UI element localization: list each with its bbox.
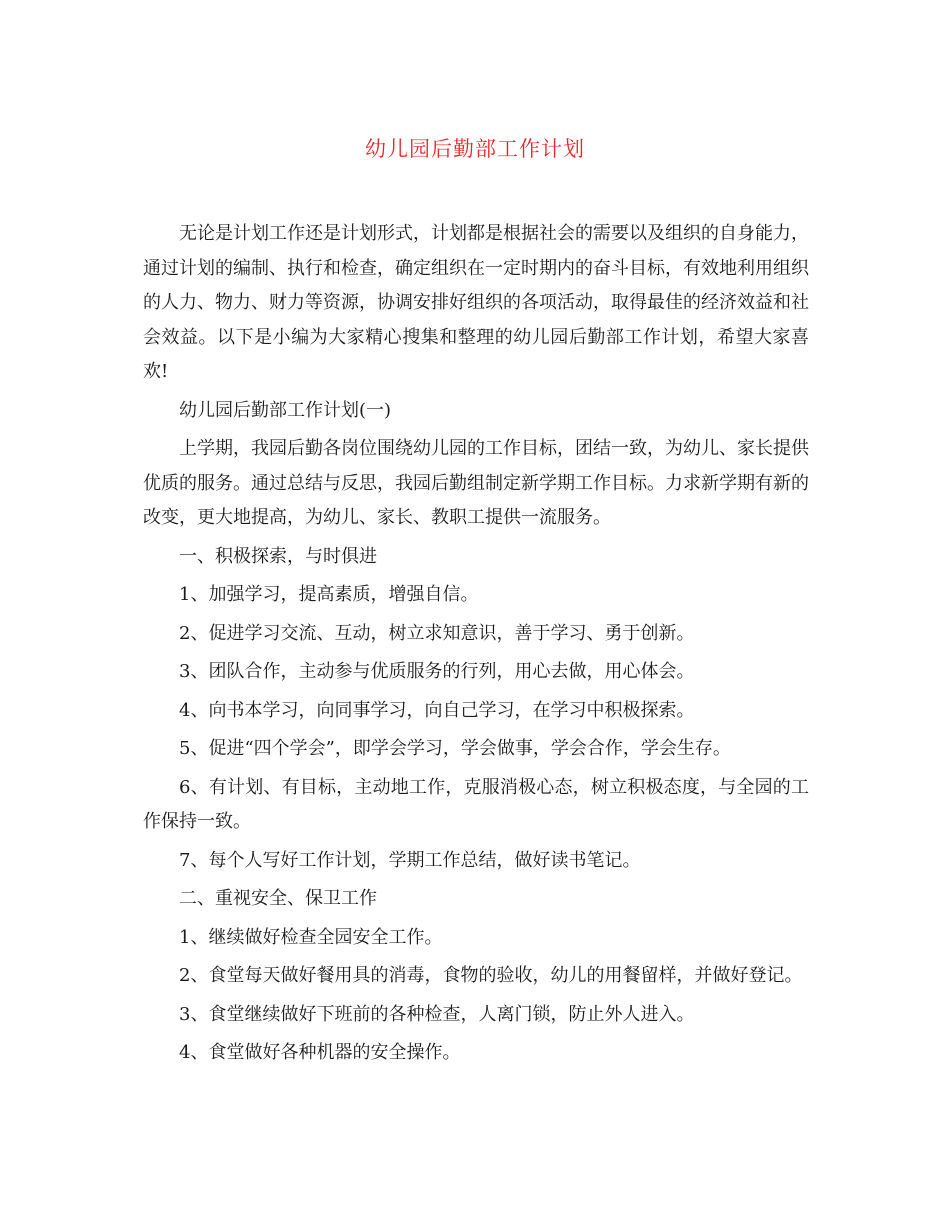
list-item: 3、食堂继续做好下班前的各种检查，人离门锁，防止外人进入。 xyxy=(179,1003,695,1025)
list-item: 7、每个人写好工作计划，学期工作总结，做好读书笔记。 xyxy=(179,849,641,871)
list-item: 1、加强学习，提高素质，增强自信。 xyxy=(179,584,479,605)
list-item: 1、继续做好检查全园安全工作。 xyxy=(179,926,443,948)
section-heading-safety: 二、重视安全、保卫工作 xyxy=(179,888,377,909)
document-body xyxy=(143,217,809,1075)
list-item: 3、团队合作，主动参与优质服务的行列，用心去做，用心体会。 xyxy=(179,661,695,682)
section-heading-plan-1: 幼儿园后勤部工作计划(一) xyxy=(179,399,392,421)
list-item: 4、食堂做好各种机器的安全操作。 xyxy=(179,1042,461,1063)
list-item: 5、促进“四个学会”，即学会学习，学会做事，学会合作，学会生存。 xyxy=(179,738,731,759)
list-item: 2、促进学习交流、互动，树立求知意识，善于学习、勇于创新。 xyxy=(179,622,695,644)
plan-1-summary-paragraph: 上学期，我园后勤各岗位围绕幼儿园的工作目标，团结一致，为幼儿、家长提供优质的服务。通过总结与反思，我园后勤组制定新学期工作目标。力求新学期有新的改变，更大地提高，为幼儿、家长、教职工提供一流服务。 xyxy=(143,438,809,528)
section-heading-explore: 一、积极探索，与时俱进 xyxy=(179,545,377,567)
intro-paragraph: 无论是计划工作还是计划形式，计划都是根据社会的需要以及组织的自身能力，通过计划的编制、执行和检查，确定组织在一定时期内的奋斗目标，有效地利用组织的人力、物力、财力等资源，协调安排好组织的各项活动，取得最佳的经济效益和社会效益。以下是小编为大家精心搜集和整理的幼儿园后勤部工作计划，希望大家喜欢! xyxy=(143,223,809,382)
document-title: 幼儿园后勤部工作计划 xyxy=(365,137,585,161)
list-item: 4、向书本学习，向同事学习，向自己学习，在学习中积极探索。 xyxy=(179,699,695,721)
list-item: 2、食堂每天做好餐用具的消毒，食物的验收，幼儿的用餐留样，并做好登记。 xyxy=(179,965,803,986)
list-item: 6、有计划、有目标，主动地工作，克服消极心态，树立积极态度，与全园的工作保持一致。 xyxy=(143,776,809,832)
